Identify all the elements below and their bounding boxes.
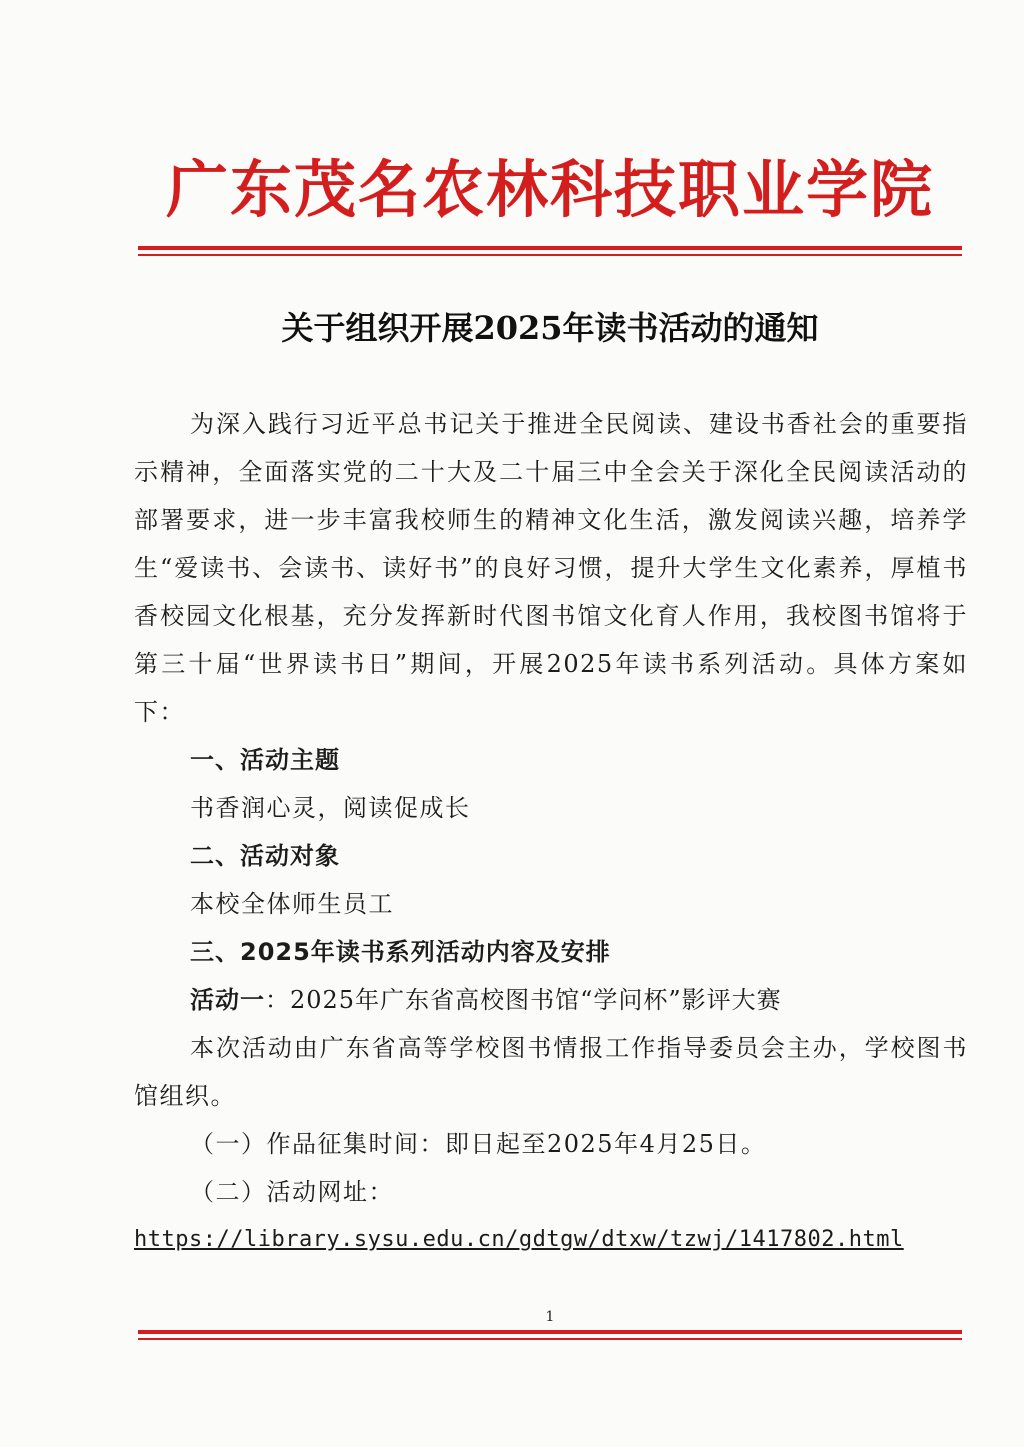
page-number: 1 <box>545 1309 555 1325</box>
section-2-heading: 二、活动对象 <box>190 842 340 870</box>
activity-1-label: 活动一 <box>190 986 265 1014</box>
document-body <box>134 400 968 1264</box>
activity-1-item-1: （一）作品征集时间：即日起至2025年4月25日。 <box>190 1130 767 1158</box>
activity-1-url[interactable]: https://library.sysu.edu.cn/gdtgw/dtxw/tzwj/1417802.html <box>134 1227 904 1252</box>
document-title: 关于组织开展2025年读书活动的通知 <box>281 309 819 347</box>
activity-1-item-2: （二）活动网址： <box>190 1178 394 1206</box>
header-red-rule-thin <box>138 254 962 256</box>
header-red-rule <box>138 246 962 250</box>
activity-1-heading <box>134 976 968 1024</box>
section-2-text: 本校全体师生员工 <box>190 890 394 918</box>
institution-name: 广东茂名农林科技职业学院 <box>165 153 934 226</box>
footer-red-rule-thin <box>138 1338 962 1340</box>
footer-red-rule <box>138 1330 962 1334</box>
activity-1-title: ：2025年广东省高校图书馆“学问杯”影评大赛 <box>265 986 782 1014</box>
intro-paragraph: 为深入践行习近平总书记关于推进全民阅读、建设书香社会的重要指示精神，全面落实党的二十大及二十届三中全会关于深化全民阅读活动的部署要求，进一步丰富我校师生的精神文化生活，激发阅读兴趣，培养学生“爱读书、会读书、读好书”的良好习惯，提升大学生文化素养，厚植书香校园文化根基，充分发挥新时代图书馆文化育人作用，我校图书馆将于第三十届“世界读书日”期间，开展2025年读书系列活动。具体方案如下： <box>134 410 968 726</box>
section-1-text: 书香润心灵，阅读促成长 <box>190 794 471 822</box>
section-1-heading: 一、活动主题 <box>190 746 340 774</box>
activity-1-description: 本次活动由广东省高等学校图书情报工作指导委员会主办，学校图书馆组织。 <box>134 1034 968 1110</box>
section-3-heading: 三、2025年读书系列活动内容及安排 <box>190 938 611 966</box>
